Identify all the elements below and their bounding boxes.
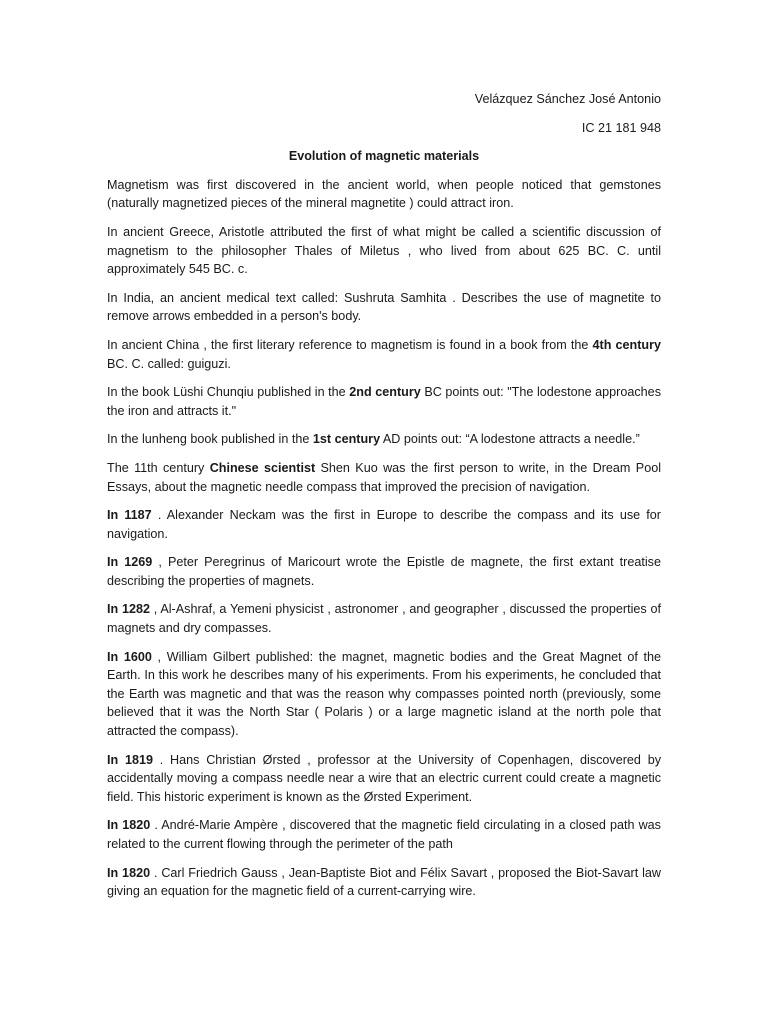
bold-term: 1st century [312, 432, 381, 447]
bold-year: In 1820 [107, 818, 151, 833]
bold-year: In 1820 [107, 865, 151, 880]
author-name: Velázquez Sánchez José Antonio [474, 92, 661, 106]
bold-year: In 1269 [107, 555, 153, 570]
paragraph: In 1187 . Alexander Neckam was the first in Europe to describe the compass and its use for navigation. [107, 508, 661, 541]
bold-year: In 1819 [107, 752, 153, 767]
paragraph: In 1600 , William Gilbert published: the magnet, magnetic bodies and the Great Magnet of the Earth. In this work he describes many of his experiments. From his experiments, he concluded that the Earth was magnetic and that was the reason why compasses pointed north (previously, some believed that it was the North Star ( Polaris ) or a large magnetic island at the north pole that attracted the compass). [107, 649, 661, 739]
student-id: IC 21 181 948 [581, 120, 661, 135]
bold-year: In 1187 [107, 508, 152, 523]
bold-year: In 1600 [107, 649, 152, 664]
document-content [107, 90, 661, 911]
bold-term: Chinese scientist [209, 460, 316, 475]
document-title: Evolution of magnetic materials [288, 149, 480, 164]
paragraph: In 1820 . André-Marie Ampère , discovered that the magnetic field circulating in a closed path was related to the current flowing through the perimeter of the path [107, 818, 661, 851]
bold-year: In 1282 [107, 602, 150, 617]
bold-term: 2nd century [349, 385, 421, 400]
paragraph: In India, an ancient medical text called: Sushruta Samhita . Describes the use of magnetite to remove arrows embedded in a person's body. [107, 290, 661, 324]
paragraph: In 1819 . Hans Christian Ørsted , professor at the University of Copenhagen, discovered by accidentally moving a compass needle near a wire that an electric current could create a magnetic field. This historic experiment is known as the Ørsted Experiment. [107, 752, 661, 804]
paragraph: In 1282 , Al-Ashraf, a Yemeni physicist , astronomer , and geographer , discussed the properties of magnets and dry compasses. [107, 602, 661, 636]
paragraph: In ancient China , the first literary reference to magnetism is found in a book from the 4th century BC. C. called: guiguzi. [107, 337, 661, 371]
paragraph: In 1269 , Peter Peregrinus of Maricourt wrote the Epistle de magnete, the first extant treatise describing the properties of magnets. [107, 555, 661, 588]
paragraph: The 11th century Chinese scientist Shen Kuo was the first person to write, in the Dream Pool Essays, about the magnetic needle compass that improved the precision of navigation. [107, 460, 661, 494]
paragraph: In ancient Greece, Aristotle attributed the first of what might be called a scientific discussion of magnetism to the philosopher Thales of Miletus , who lived from about 625 BC. C. until approximately 545 BC. c. [107, 224, 661, 277]
bold-term: 4th century [592, 337, 661, 352]
paragraph: In the book Lüshi Chunqiu published in the 2nd century BC points out: "The lodestone approaches the iron and attracts it." [107, 385, 661, 418]
paragraph: In 1820 . Carl Friedrich Gauss , Jean-Baptiste Biot and Félix Savart , proposed the Biot-Savart law giving an equation for the magnetic field of a current-carrying wire. [107, 865, 661, 899]
paragraph: In the lunheng book published in the 1st century AD points out: “A lodestone attracts a needle.” [107, 432, 640, 447]
paragraph: Magnetism was first discovered in the ancient world, when people noticed that gemstones (naturally magnetized pieces of the mineral magnetite ) could attract iron. [107, 177, 661, 211]
